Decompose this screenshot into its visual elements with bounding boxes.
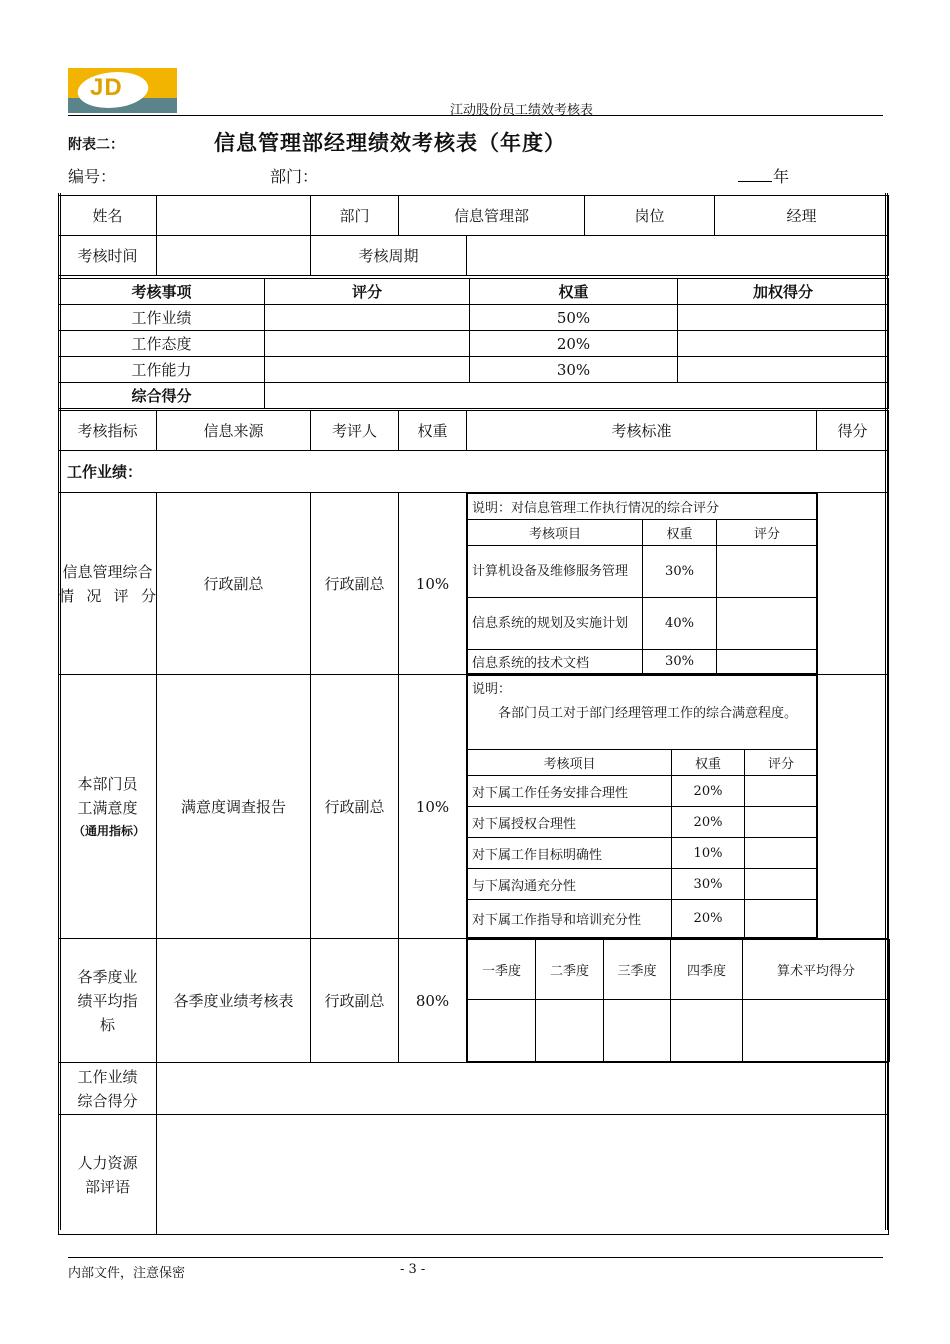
summary-item: 工作业绩 [59, 305, 265, 331]
ind1-score[interactable] [817, 493, 889, 675]
ind2-standard [467, 675, 817, 939]
ind2-evaluator: 行政副总 [311, 675, 399, 939]
summary-row [59, 357, 889, 383]
ind1-sub-header-score: 评分 [717, 520, 818, 546]
summary-weighted[interactable] [678, 305, 889, 331]
ind2-item-name: 对下属工作任务安排合理性 [468, 776, 672, 807]
quarter-2-label: 二季度 [536, 940, 604, 1000]
section-perf-label: 工作业绩： [59, 451, 889, 493]
ind2-name-note: （通用指标） [73, 823, 146, 838]
ind2-item-score[interactable] [745, 776, 818, 807]
ind1-sub-header-weight: 权重 [643, 520, 717, 546]
ind2-score[interactable] [817, 675, 889, 939]
hr-comment-value[interactable] [157, 1115, 889, 1235]
quarter-2-value[interactable] [536, 1000, 604, 1062]
ind2-item-weight: 20% [672, 776, 745, 807]
ind2-item-weight: 10% [672, 838, 745, 869]
ind2-sub-header-score: 评分 [745, 750, 818, 776]
summary-total-value[interactable] [265, 383, 889, 409]
page-title: 信息管理部经理绩效考核表（年度） [214, 130, 566, 155]
hr-comment-label: 人力资源部评语 [59, 1115, 157, 1235]
summary-item: 工作态度 [59, 331, 265, 357]
basic-info-table [58, 195, 889, 276]
ind1-sub-header-item: 考核项目 [468, 520, 643, 546]
ind1-item-name: 信息系统的规划及实施计划 [468, 598, 643, 650]
ind1-source: 行政副总 [157, 493, 311, 675]
ind1-item-score[interactable] [717, 650, 818, 674]
ind2-item-name: 与下属沟通充分性 [468, 869, 672, 900]
summary-weighted[interactable] [678, 357, 889, 383]
header-divider [68, 115, 883, 116]
number-label: 编号： [68, 167, 117, 186]
ind2-sub-header-item: 考核项目 [468, 750, 672, 776]
annex-label: 附表二： [68, 137, 124, 153]
quarter-1-label: 一季度 [468, 940, 536, 1000]
ind2-item-name: 对下属工作指导和培训充分性 [468, 900, 672, 938]
company-logo [68, 68, 177, 113]
ind2-name-line2: 工满意度 [77, 798, 138, 817]
quarter-4-label: 四季度 [671, 940, 743, 1000]
ind2-item-score[interactable] [745, 838, 818, 869]
year-label: 年 [773, 167, 790, 186]
list-item [468, 900, 818, 938]
ind1-item-score[interactable] [717, 546, 818, 598]
perf-total-label: 工作业绩综合得分 [59, 1063, 157, 1115]
doc-header-title: 江动股份员工绩效考核表 [450, 103, 594, 118]
period-label: 考核周期 [311, 236, 467, 276]
logo-text: JD [90, 74, 123, 101]
ind2-item-score[interactable] [745, 807, 818, 838]
list-item [468, 776, 818, 807]
ind2-weight: 10% [399, 675, 467, 939]
ind2-source: 满意度调查报告 [157, 675, 311, 939]
ind-header-source: 信息来源 [157, 411, 311, 451]
ind1-weight: 10% [399, 493, 467, 675]
ind1-standard [467, 493, 817, 675]
ind2-desc-title: 说明： [472, 682, 512, 697]
indicator-row [59, 939, 889, 1063]
ind1-item-weight: 40% [643, 598, 717, 650]
average-label: 算术平均得分 [743, 940, 890, 1000]
ind-header-weight: 权重 [399, 411, 467, 451]
ind1-item-name: 计算机设备及维修服务管理 [468, 546, 643, 598]
ind2-desc-body: 各部门员工对于部门经理管理工作的综合满意程度。 [498, 706, 798, 721]
post-label: 岗位 [585, 196, 715, 236]
average-value[interactable] [743, 1000, 890, 1062]
summary-header-item: 考核事项 [59, 279, 265, 305]
ind2-item-score[interactable] [745, 869, 818, 900]
period-value[interactable] [467, 236, 889, 276]
list-item [468, 807, 818, 838]
ind1-item-weight: 30% [643, 546, 717, 598]
summary-header-score: 评分 [265, 279, 470, 305]
summary-header-weighted: 加权得分 [678, 279, 889, 305]
name-label: 姓名 [59, 196, 157, 236]
ind3-evaluator: 行政副总 [311, 939, 399, 1063]
quarter-3-label: 三季度 [604, 940, 671, 1000]
ind2-item-name: 对下属授权合理性 [468, 807, 672, 838]
ind2-item-weight: 20% [672, 900, 745, 938]
summary-score[interactable] [265, 357, 470, 383]
dept-label-cell: 部门 [311, 196, 399, 236]
quarter-4-value[interactable] [671, 1000, 743, 1062]
summary-weight: 20% [470, 331, 678, 357]
footer-confidential: 内部文件，注意保密 [68, 1266, 186, 1281]
ind1-item-score[interactable] [717, 598, 818, 650]
post-value: 经理 [715, 196, 889, 236]
dept-label: 部门： [270, 167, 319, 186]
ind-header-standard: 考核标准 [467, 411, 817, 451]
list-item [468, 546, 818, 598]
ind2-item-score[interactable] [745, 900, 818, 938]
ind2-item-weight: 30% [672, 869, 745, 900]
summary-header-weight: 权重 [470, 279, 678, 305]
ind-header-evaluator: 考评人 [311, 411, 399, 451]
year-blank [738, 181, 772, 182]
ind3-name: 各季度业绩平均指标 [59, 939, 157, 1063]
name-value[interactable] [157, 196, 311, 236]
ind2-name [59, 675, 157, 939]
ind1-name: 信息管理综合情况评分 [59, 493, 157, 675]
footer-divider [68, 1257, 883, 1258]
ind2-sub-header-weight: 权重 [672, 750, 745, 776]
summary-item: 工作能力 [59, 357, 265, 383]
ind-header-indicator: 考核指标 [59, 411, 157, 451]
indicator-table [58, 410, 889, 1235]
quarter-1-value[interactable] [468, 1000, 536, 1062]
ind1-item-weight: 30% [643, 650, 717, 674]
ind3-weight: 80% [399, 939, 467, 1063]
summary-weighted[interactable] [678, 331, 889, 357]
time-value[interactable] [157, 236, 311, 276]
summary-row [59, 305, 889, 331]
list-item [468, 869, 818, 900]
page-number: - 3 - [400, 1262, 426, 1277]
indicator-row [59, 675, 889, 939]
summary-score[interactable] [265, 331, 470, 357]
list-item [468, 838, 818, 869]
summary-weight: 30% [470, 357, 678, 383]
summary-total-label: 综合得分 [59, 383, 265, 409]
ind2-desc [468, 676, 818, 750]
ind-header-score: 得分 [817, 411, 889, 451]
ind2-item-weight: 20% [672, 807, 745, 838]
ind3-source: 各季度业绩考核表 [157, 939, 311, 1063]
time-label: 考核时间 [59, 236, 157, 276]
summary-row [59, 331, 889, 357]
perf-total-value[interactable] [157, 1063, 889, 1115]
summary-table [58, 278, 889, 409]
ind2-item-name: 对下属工作目标明确性 [468, 838, 672, 869]
list-item [468, 598, 818, 650]
summary-weight: 50% [470, 305, 678, 331]
dept-value: 信息管理部 [399, 196, 585, 236]
indicator-row [59, 493, 889, 675]
ind1-evaluator: 行政副总 [311, 493, 399, 675]
ind1-desc: 说明：对信息管理工作执行情况的综合评分 [468, 494, 818, 520]
list-item [468, 650, 818, 674]
ind2-name-line1: 本部门员 [77, 774, 138, 793]
ind3-quarters [467, 939, 889, 1063]
summary-score[interactable] [265, 305, 470, 331]
ind1-item-name: 信息系统的技术文档 [468, 650, 643, 674]
quarter-3-value[interactable] [604, 1000, 671, 1062]
